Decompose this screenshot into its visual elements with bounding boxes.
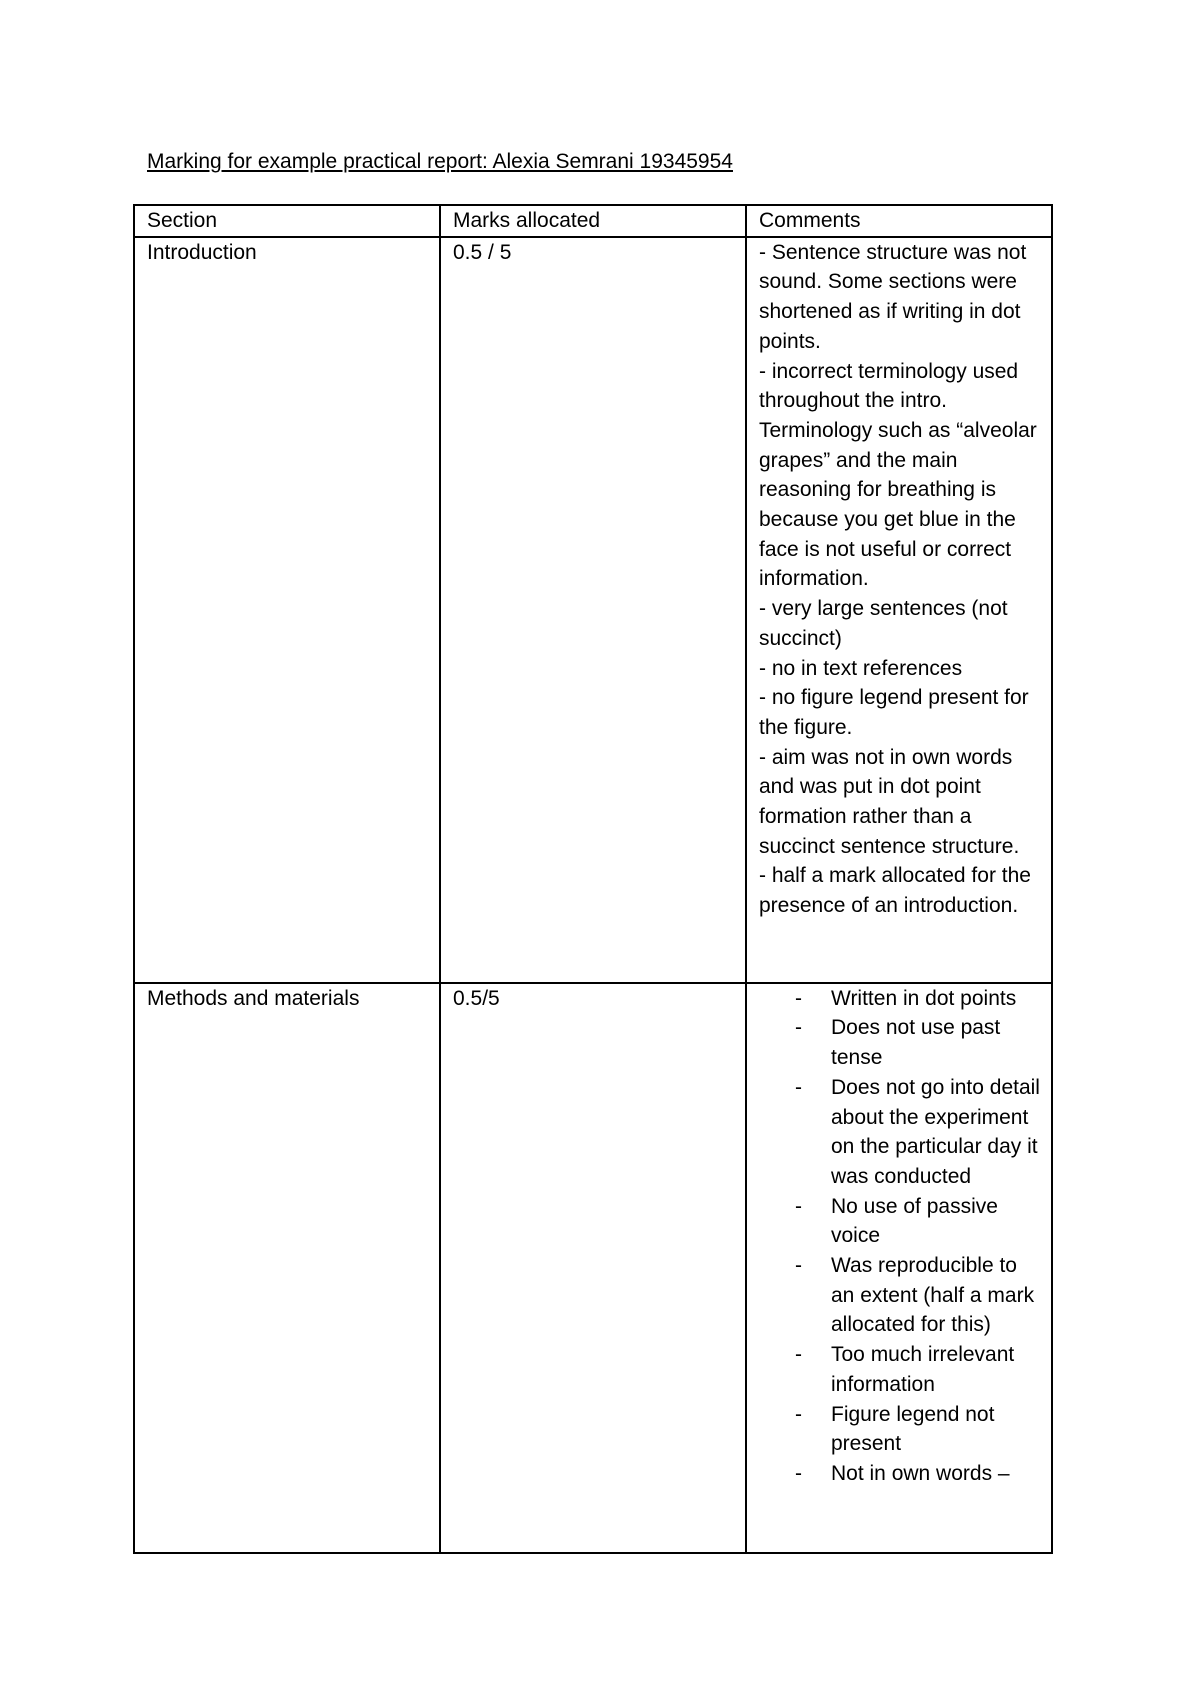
marking-table (133, 204, 1053, 1554)
list-item: - Too much irrelevant information (831, 1340, 1041, 1399)
header-comments: Comments (746, 205, 1052, 237)
list-item: - No use of passive voice (831, 1192, 1041, 1251)
comment-line: - no figure legend present for the figure. (759, 686, 1029, 739)
list-item: - Was reproducible to an extent (half a mark allocated for this) (831, 1251, 1041, 1340)
table-row (134, 237, 1052, 983)
comment-line: - incorrect terminology used throughout the intro. Terminology such as “alveolar grapes” and the main reasoning for breathing is because you get blue in the face is not useful or correct information. (759, 359, 1037, 591)
marks-cell: 0.5 / 5 (440, 237, 746, 983)
section-cell: Methods and materials (134, 983, 440, 1553)
list-item: - Written in dot points (831, 984, 1041, 1014)
list-item: - Does not go into detail about the experiment on the particular day it was conducted (831, 1073, 1041, 1192)
header-marks-allocated: Marks allocated (440, 205, 746, 237)
header-section: Section (134, 205, 440, 237)
table-header-row (134, 205, 1052, 237)
list-item: - Figure legend not present (831, 1400, 1041, 1459)
comments-cell (746, 983, 1052, 1553)
comment-line: - aim was not in own words and was put in dot point formation rather than a succinct sentence structure. (759, 745, 1020, 858)
comments-cell (746, 237, 1052, 983)
document-title: Marking for example practical report: Alexia Semrani 19345954 (147, 150, 733, 173)
comment-line: - Sentence structure was not sound. Some sections were shortened as if writing in dot points. (759, 240, 1027, 353)
comment-line: - half a mark allocated for the presence of an introduction. (759, 864, 1031, 918)
marks-cell: 0.5/5 (440, 983, 746, 1553)
comment-line: - no in text references (759, 656, 963, 680)
table-row (134, 983, 1052, 1553)
comment-list (759, 984, 1041, 1489)
comment-line: - very large sentences (not succinct) (759, 597, 1008, 650)
list-item: - Does not use past tense (831, 1013, 1041, 1072)
section-cell: Introduction (134, 237, 440, 983)
list-item: - Not in own words – (831, 1459, 1041, 1489)
